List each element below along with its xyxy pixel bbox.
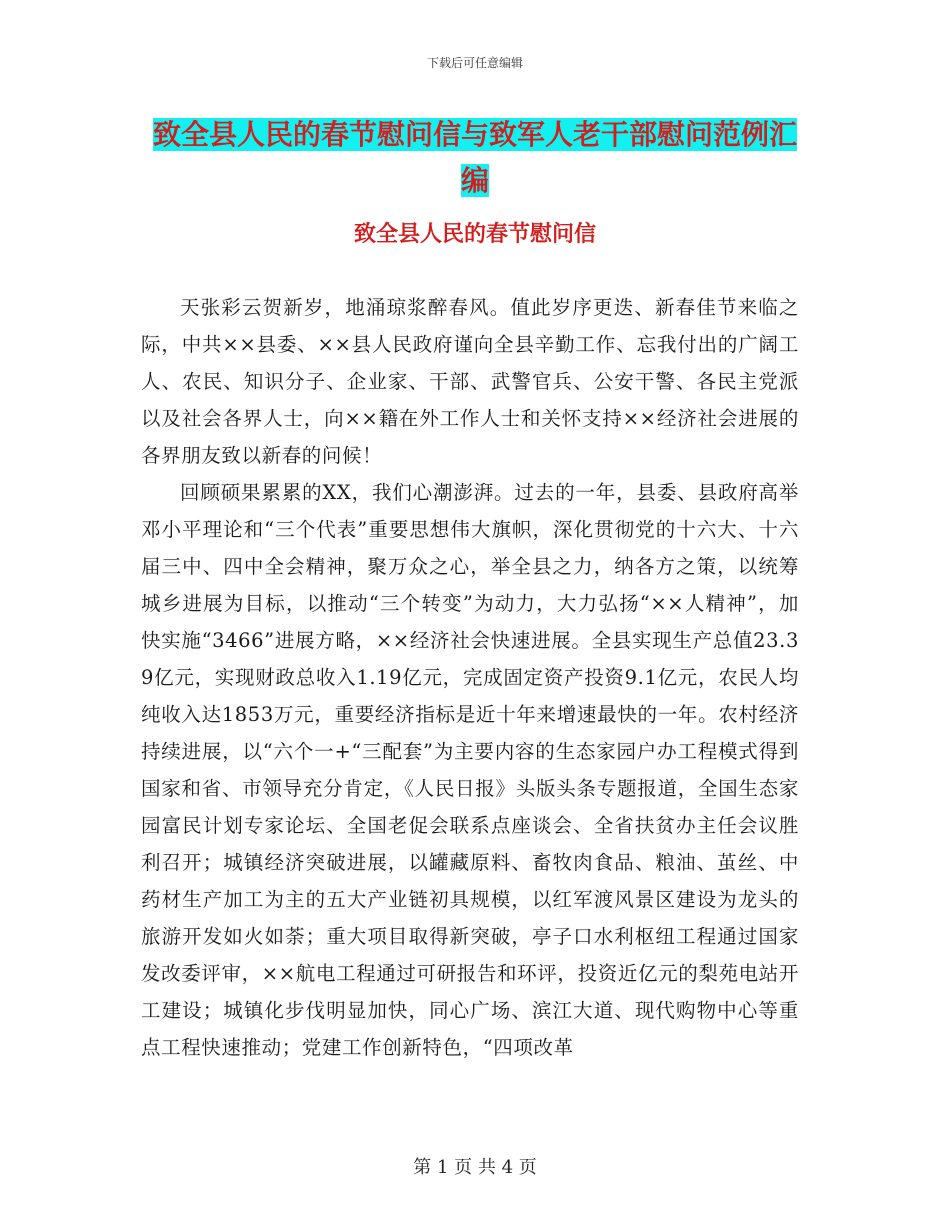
- letter-body: [141, 289, 799, 1066]
- document-title-text: 致全县人民的春节慰问信与致军人老干部慰问范例汇编: [152, 118, 797, 197]
- paragraph: 天张彩云贺新岁，地涌琼浆醉春风。值此岁序更迭、新春佳节来临之际，中共××县委、××县人民政府谨向全县辛勤工作、忘我付出的广阔工人、农民、知识分子、企业家、干部、武警官兵、公安干警、各民主党派以及社会各界人士，向××籍在外工作人士和关怀支持××经济社会进展的各界朋友致以新春的问候！: [141, 296, 799, 467]
- section-title: 致全县人民的春节慰问信: [353, 222, 596, 247]
- page-number: 第 1 页 共 4 页: [413, 1157, 537, 1178]
- header-note: 下载后可任意编辑: [426, 56, 523, 70]
- paragraph: 回顾硕果累累的XX，我们心潮澎湃。过去的一年，县委、县政府高举邓小平理论和“三个代表”重要思想伟大旗帜，深化贯彻党的十六大、十六届三中、四中全会精神，聚万众之心，举全县之力，纳各方之策，以统筹城乡进展为目标，以推动“三个转变”为动力，大力弘扬“××人精神”，加快实施“3466”进展方略，××经济社会快速进展。全县实现生产总值23.39亿元，实现财政总收入1.19亿元，完成固定资产投资9.1亿元，农民人均纯收入达1853万元，重要经济指标是近十年来增速最快的一年。农村经济持续进展，以“六个一+“三配套”为主要内容的生态家园户办工程模式得到国家和省、市领导充分肯定，《人民日报》头版头条专题报道，全国生态家园富民计划专家论坛、全国老促会联系点座谈会、全省扶贫办主任会议胜利召开；城镇经济突破进展，以罐藏原料、畜牧肉食品、粮油、茧丝、中药材生产加工为主的五大产业链初具规模，以红军渡风景区建设为龙头的旅游开发如火如荼；重大项目取得新突破，亭子口水利枢纽工程通过国家发改委评审，××航电工程通过可研报告和环评，投资近亿元的梨苑电站开工建设；城镇化步伐明显加快，同心广场、滨江大道、现代购物中心等重点工程快速推动；党建工作创新特色，“四项改革: [141, 481, 799, 1059]
- document-title: [140, 112, 810, 204]
